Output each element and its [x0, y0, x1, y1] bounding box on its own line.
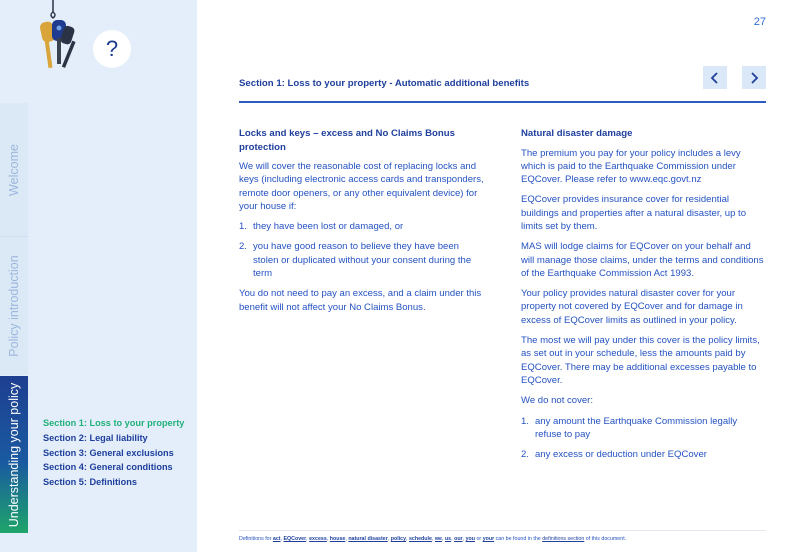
tab-understanding-your-policy[interactable] [0, 376, 28, 533]
tab-policy-introduction[interactable] [0, 237, 28, 375]
locks-list [239, 220, 484, 280]
tab-welcome-label: Welcome [7, 143, 21, 196]
definition-link[interactable]: your [482, 536, 495, 542]
locks-closing: You do not need to pay an excess, and a claim under this benefit will not affect your No Claims Bonus. [239, 288, 482, 313]
definition-link[interactable]: our [454, 536, 463, 542]
section-title: Section 1: Loss to your property - Automatic additional benefits [239, 78, 530, 89]
footer-divider [239, 530, 766, 531]
list-item: 1. any amount the Earthquake Commission legally refuse to pay [521, 415, 738, 440]
nav-section-5[interactable]: Section 5: Definitions [43, 477, 137, 488]
nav-section-3[interactable]: Section 3: General exclusions [43, 447, 174, 458]
locks-intro: We will cover the reasonable cost of replacing locks and keys (including electronic access cards and transponders, remote door openers, or any other equivalent device) for your house if: [239, 161, 484, 212]
definition-link[interactable]: house [329, 536, 346, 542]
definitions-section-link[interactable]: definitions section [542, 536, 585, 542]
paragraph: The premium you pay for your policy includes a levy which is paid to the Earthquake Commission under EQCover. Please refer to www.eqc.govt.nz [521, 147, 741, 186]
tab-welcome[interactable] [0, 103, 28, 237]
definition-link[interactable]: policy [390, 536, 407, 542]
paragraph: We do not cover: [521, 395, 593, 407]
definition-link[interactable]: you [465, 536, 475, 542]
definition-link[interactable]: schedule [408, 536, 432, 542]
paragraph: Your policy provides natural disaster cover for your property not covered by EQCover and for damage in excess of EQCover limits as outlined in your policy. [521, 288, 743, 326]
definition-link[interactable]: us [444, 536, 452, 542]
paragraph: MAS will lodge claims for EQCover on your behalf and will manage those claims, under the terms and conditions of the Earthquake Commission Act 1993. [521, 241, 764, 279]
paragraph: The most we will pay under this cover is the policy limits, as set out in your schedule, less the amounts paid by EQCover. There may be additional excesses payable to EQCover. [521, 335, 760, 386]
list-item: 2. you have good reason to believe they have been stolen or duplicated without your consent during the term [239, 241, 472, 280]
list-item: 1. they have been lost or damaged, or [239, 221, 404, 233]
definition-link[interactable]: natural disaster [348, 536, 388, 542]
nav-section-1[interactable]: Section 1: Loss to your property [43, 418, 185, 428]
sidebar [0, 0, 197, 552]
help-button[interactable]: ? [93, 30, 131, 68]
list-item: 2. any excess or deduction under EQCover [521, 449, 707, 461]
natural-disaster-heading: Natural disaster damage [521, 128, 633, 139]
next-page-button[interactable] [742, 66, 766, 89]
locks-heading: Locks and keys – excess and No Claims Bonus protection [239, 128, 455, 153]
definition-link[interactable]: excess [309, 536, 327, 542]
definition-link[interactable]: act [272, 536, 281, 542]
definition-link[interactable]: EQCover [283, 536, 307, 542]
exclusions-list [521, 415, 766, 462]
natural-disaster-column [521, 127, 766, 468]
header-divider [239, 101, 766, 103]
chevron-left-icon [710, 72, 720, 84]
tab-understanding-label: Understanding your policy [7, 382, 21, 527]
keys-illustration [38, 0, 78, 72]
page-number: 27 [753, 16, 766, 28]
locks-and-keys-column [239, 127, 484, 321]
sections-nav [43, 418, 184, 492]
paragraph: EQCover provides insurance cover for residential buildings and properties after a natural disaster, up to limits set by them. [521, 194, 747, 232]
definition-link[interactable]: we [434, 536, 442, 542]
tab-policy-introduction-label: Policy introduction [7, 255, 21, 357]
previous-page-button[interactable] [703, 66, 727, 89]
nav-section-4[interactable]: Section 4: General conditions [43, 462, 173, 473]
footer-definitions-note: Definitions for act, EQCover, excess, house, natural disaster, policy, schedule, we, us, our, you or your can be found in the definitions section of this document. [239, 536, 627, 542]
nav-section-2[interactable]: Section 2: Legal liability [43, 432, 148, 443]
chevron-right-icon [749, 72, 759, 84]
